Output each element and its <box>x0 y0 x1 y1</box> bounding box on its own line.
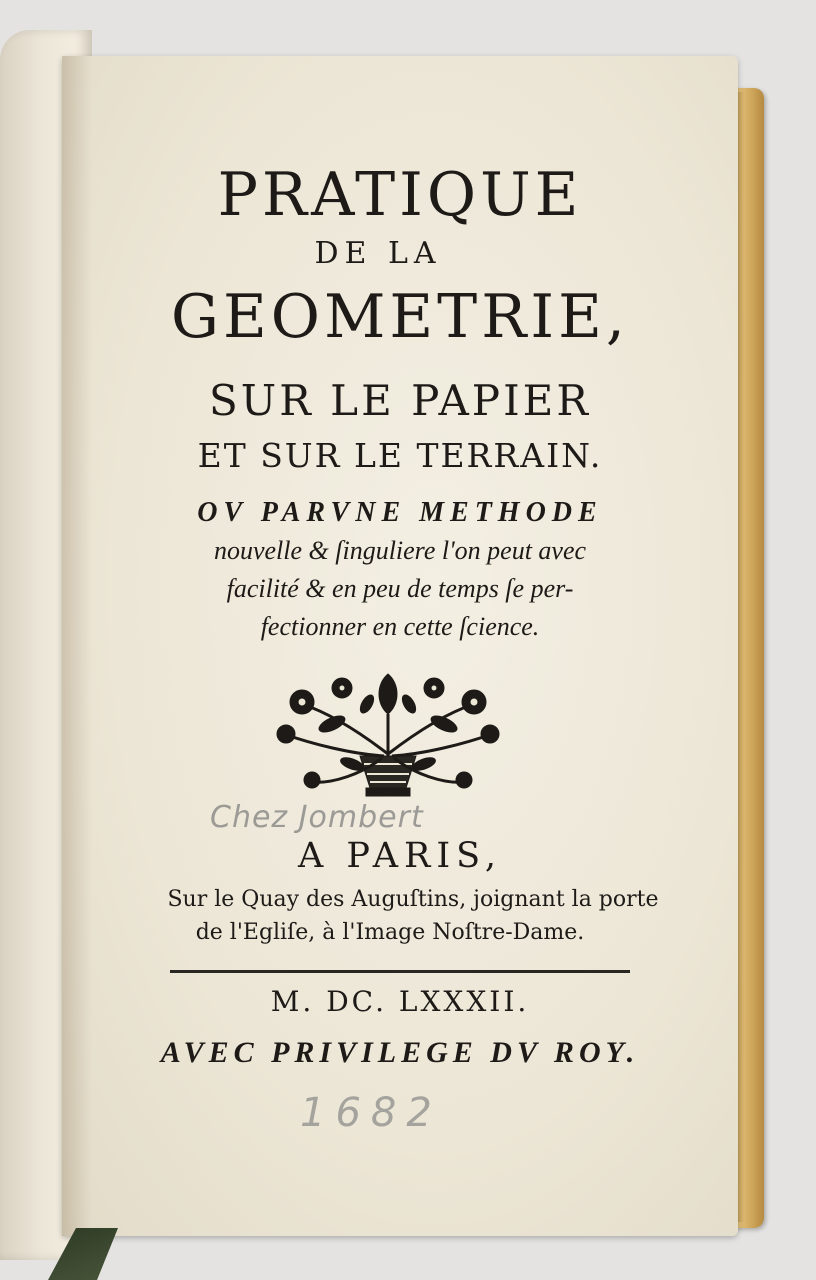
flower-basket-icon <box>272 664 504 800</box>
handwritten-publisher-note: Chez Jombert <box>210 800 424 835</box>
imprint-address-line-2: de l'Egliſe, à l'Image Noſtre-Dame. <box>195 920 585 945</box>
horizontal-rule <box>170 970 630 973</box>
subtitle-line-1: OV PARVNE METHODE <box>197 497 603 528</box>
subtitle-line-3: facilité & en peu de temps ſe per- <box>226 574 574 603</box>
title-de-la: DE LA <box>314 236 442 271</box>
title-word-pratique: PRATIQUE <box>217 160 583 230</box>
handwritten-year: 1682 <box>300 1090 442 1136</box>
imprint-address-line-1: Sur le Quay des Auguſtins, joignant la porte <box>167 887 659 912</box>
title-word-geometrie: GEOMETRIE, <box>171 282 629 352</box>
title-sur-le-terrain: ET SUR LE TERRAIN. <box>197 436 603 475</box>
subtitle-line-4: fectionner en cette ſcience. <box>260 612 540 641</box>
imprint-city: A PARIS, <box>297 836 503 876</box>
royal-privilege: AVEC PRIVILEGE DV ROY. <box>160 1036 640 1069</box>
publication-year-roman: M. DC. LXXXII. <box>270 985 530 1018</box>
title-sur-le-papier: SUR LE PAPIER <box>209 376 591 425</box>
subtitle-line-2: nouvelle & ſinguliere l'on peut avec <box>213 536 587 565</box>
